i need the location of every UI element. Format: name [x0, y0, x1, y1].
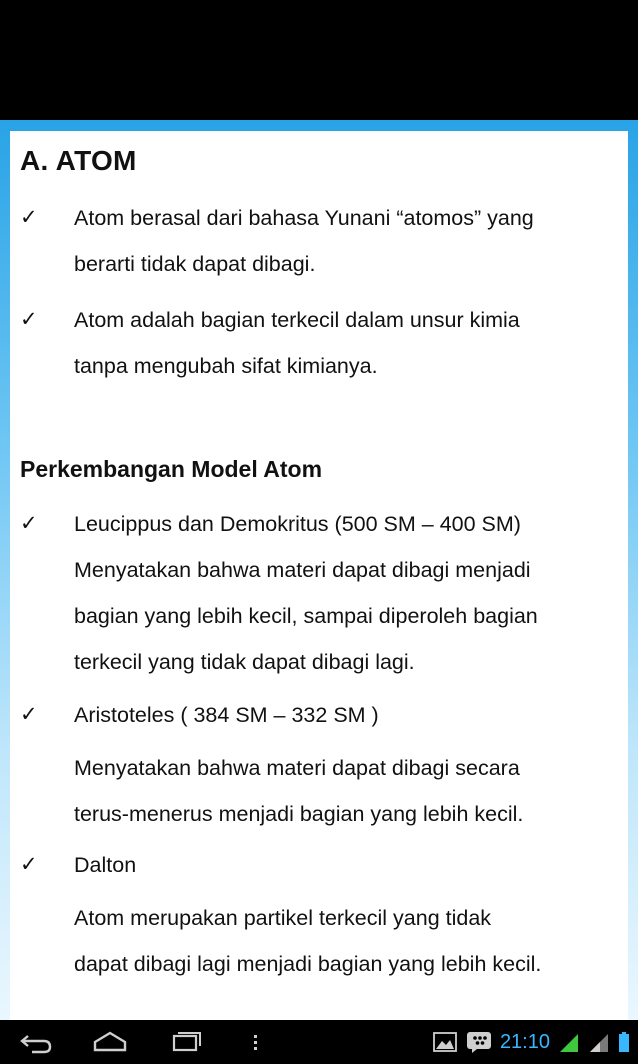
bbm-notification-icon: [466, 1030, 492, 1054]
top-black-bar: [0, 0, 638, 120]
section-heading: Perkembangan Model Atom: [20, 456, 323, 482]
bullet-title: Aristoteles ( 384 SM – 332 SM ): [74, 703, 379, 727]
recent-apps-icon: [164, 1028, 208, 1056]
slide-content: [10, 131, 628, 1020]
menu-button[interactable]: [244, 1028, 268, 1056]
bullet-line: Menyatakan bahwa materi dapat dibagi secara: [74, 756, 520, 780]
bullet-line: bagian yang lebih kecil, sampai diperoleh bagian: [74, 604, 538, 628]
slide-title: A. ATOM: [20, 145, 137, 176]
signal-icon: [558, 1030, 580, 1054]
slide: [10, 131, 628, 1020]
system-navigation-bar: [0, 1020, 638, 1064]
bullet-line: Atom berasal dari bahasa Yunani “atomos” yang: [74, 206, 534, 230]
checkmark-icon: ✓: [20, 853, 38, 876]
bullet-description: [74, 895, 624, 987]
status-area[interactable]: [432, 1028, 630, 1056]
clock: 21:10: [499, 1030, 550, 1053]
home-button[interactable]: [88, 1028, 132, 1056]
bullet-description: [74, 745, 624, 837]
bullet-line: Leucippus dan Demokritus (500 SM – 400 SM): [74, 512, 521, 536]
checkmark-icon: ✓: [20, 206, 38, 229]
gallery-notification-icon: [432, 1030, 458, 1054]
home-icon: [88, 1028, 132, 1056]
bullet-title: Dalton: [74, 853, 137, 877]
checkmark-icon: ✓: [20, 703, 38, 726]
battery-icon: [618, 1030, 630, 1054]
bullet-line: berarti tidak dapat dibagi.: [74, 252, 316, 276]
menu-icon: [244, 1028, 268, 1056]
back-icon: [14, 1028, 58, 1056]
bullet-line: Menyatakan bahwa materi dapat dibagi menjadi: [74, 558, 531, 582]
signal-icon: [588, 1030, 610, 1054]
bullet-line: terus-menerus menjadi bagian yang lebih kecil.: [74, 802, 524, 826]
bullet-line: terkecil yang tidak dapat dibagi lagi.: [74, 650, 415, 674]
checkmark-icon: ✓: [20, 512, 38, 535]
bullet-line: dapat dibagi lagi menjadi bagian yang lebih kecil.: [74, 952, 542, 976]
checkmark-icon: ✓: [20, 308, 38, 331]
bullet-line: Atom adalah bagian terkecil dalam unsur kimia: [74, 308, 520, 332]
back-button[interactable]: [14, 1028, 58, 1056]
bullet-line: Atom merupakan partikel terkecil yang tidak: [74, 906, 492, 930]
recent-apps-button[interactable]: [164, 1028, 208, 1056]
bullet-line: tanpa mengubah sifat kimianya.: [74, 354, 378, 378]
